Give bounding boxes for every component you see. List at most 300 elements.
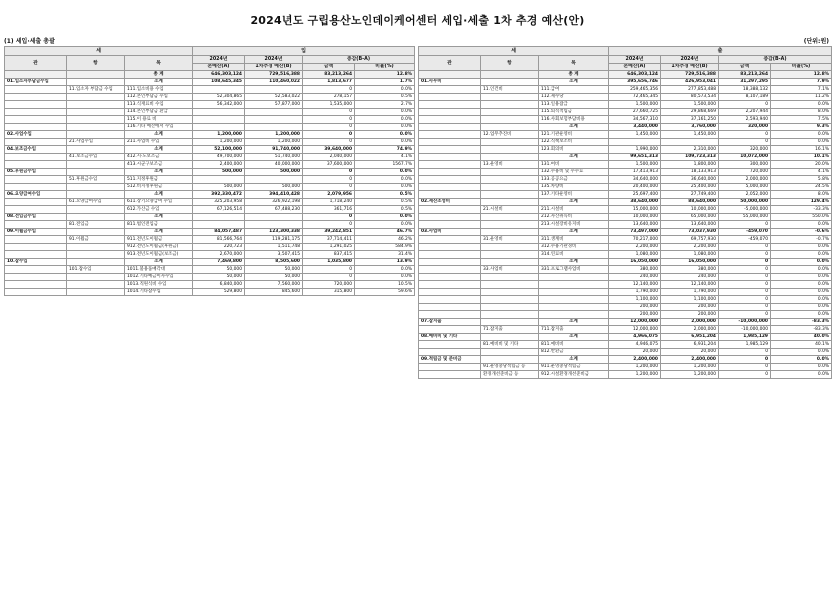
cell-amount: 5,000,000 bbox=[719, 183, 771, 191]
cell-supp: 2,000,000 bbox=[661, 318, 719, 326]
cell-mok: 113.식재료비 수입 bbox=[125, 101, 193, 109]
cell-amount: 1,985,129 bbox=[719, 341, 771, 349]
table-row bbox=[419, 176, 832, 184]
cell-gwan bbox=[5, 281, 67, 289]
cell-ratio: 0.0% bbox=[771, 371, 832, 379]
cell-hang bbox=[481, 146, 539, 154]
cell-hang: 71.잡지출 bbox=[481, 326, 539, 334]
table-row bbox=[419, 131, 832, 139]
cell-supp: 73,037,930 bbox=[661, 228, 719, 236]
table-row bbox=[5, 273, 415, 281]
cell-hang bbox=[481, 213, 539, 221]
cell-supp bbox=[245, 123, 303, 131]
revenue-section-header-2: 입 bbox=[193, 47, 415, 56]
subtotal-row bbox=[419, 153, 832, 161]
cell-mok: 133.공공요금 bbox=[539, 176, 609, 184]
cell-ratio: 5.8% bbox=[771, 176, 832, 184]
table-row bbox=[419, 221, 832, 229]
cell-amount: 2,079,956 bbox=[303, 191, 355, 199]
total-row bbox=[419, 71, 832, 79]
cell-base bbox=[193, 108, 245, 116]
table-row bbox=[419, 191, 832, 199]
cell-mok: 811.예비비 bbox=[539, 341, 609, 349]
table-row bbox=[419, 273, 832, 281]
cell-ratio: 0.0% bbox=[771, 243, 832, 251]
col-hang: 항 bbox=[481, 56, 539, 71]
cell-mok: 911.전년도이월금 bbox=[125, 236, 193, 244]
cell-ratio: 0.0% bbox=[771, 258, 832, 266]
cell-hang: 91.운영충당적립금 등 bbox=[481, 363, 539, 371]
cell-hang bbox=[67, 281, 125, 289]
cell-supp: 12,140,000 bbox=[661, 281, 719, 289]
revenue-table bbox=[4, 46, 415, 296]
cell-amount: 0 bbox=[719, 303, 771, 311]
cell-hang bbox=[481, 93, 539, 101]
cell-base bbox=[193, 123, 245, 131]
cell-supp: 110,460,022 bbox=[245, 78, 303, 86]
cell-gwan bbox=[419, 191, 481, 199]
cell-supp: 729,516,388 bbox=[245, 71, 303, 79]
cell-mok: 소계 bbox=[539, 198, 609, 206]
cell-gwan: 01.입소자부담금수입 bbox=[5, 78, 67, 86]
cell-base: 99,651,313 bbox=[609, 153, 661, 161]
cell-gwan bbox=[419, 363, 481, 371]
cell-amount: 1,985,129 bbox=[719, 333, 771, 341]
cell-gwan: 04.보조금수입 bbox=[5, 146, 67, 154]
cell-gwan bbox=[419, 101, 481, 109]
cell-amount: 8,107,189 bbox=[719, 93, 771, 101]
cell-amount: 2,052,000 bbox=[719, 191, 771, 199]
cell-ratio: 0.0% bbox=[355, 213, 415, 221]
cell-base: 16,050,000 bbox=[609, 258, 661, 266]
cell-gwan bbox=[419, 206, 481, 214]
table-row bbox=[419, 206, 832, 214]
cell-ratio: 0.0% bbox=[771, 311, 832, 319]
cell-supp: 380,000 bbox=[661, 266, 719, 274]
cell-hang bbox=[481, 296, 539, 304]
cell-supp: 729,516,388 bbox=[661, 71, 719, 79]
cell-gwan bbox=[419, 258, 481, 266]
cell-mok: 135.차량비 bbox=[539, 183, 609, 191]
cell-gwan bbox=[5, 176, 67, 184]
cell-ratio: 24.5% bbox=[771, 183, 832, 191]
table-row bbox=[419, 116, 832, 124]
cell-gwan bbox=[5, 123, 67, 131]
cell-hang bbox=[481, 138, 539, 146]
cell-gwan bbox=[5, 198, 67, 206]
cell-mok bbox=[539, 273, 609, 281]
cell-hang bbox=[481, 168, 539, 176]
cell-gwan bbox=[419, 348, 481, 356]
cell-mok: 1011.불용품매각대 bbox=[125, 266, 193, 274]
cell-mok: 137.기타운영비 bbox=[539, 191, 609, 199]
cell-ratio: 0.0% bbox=[771, 266, 832, 274]
table-row bbox=[419, 326, 832, 334]
cell-base: 12,000,000 bbox=[609, 318, 661, 326]
cell-mok: 1013.직원식비 수입 bbox=[125, 281, 193, 289]
subtotal-row bbox=[419, 123, 832, 131]
cell-gwan: 05.후원금수입 bbox=[5, 168, 67, 176]
cell-ratio: 0.0% bbox=[771, 288, 832, 296]
cell-mok: 311.생계비 bbox=[539, 236, 609, 244]
cell-hang bbox=[481, 198, 539, 206]
cell-ratio: 13.9% bbox=[355, 258, 415, 266]
cell-amount: 1,718,240 bbox=[303, 198, 355, 206]
cell-supp bbox=[245, 86, 303, 94]
table-row bbox=[5, 221, 415, 229]
cell-gwan bbox=[5, 243, 67, 251]
cell-gwan bbox=[419, 183, 481, 191]
cell-mok: 912.전년도이월금(후원금) bbox=[125, 243, 193, 251]
cell-supp: 20,000 bbox=[661, 348, 719, 356]
cell-supp bbox=[245, 221, 303, 229]
cell-gwan bbox=[419, 266, 481, 274]
cell-mok: 512.비지정후원금 bbox=[125, 183, 193, 191]
cell-hang bbox=[481, 78, 539, 86]
cell-gwan bbox=[419, 311, 481, 319]
cell-mok: 212.자산취득비 bbox=[539, 213, 609, 221]
table-row bbox=[419, 341, 832, 349]
cell-supp: 200,000 bbox=[661, 303, 719, 311]
cell-supp: 500,000 bbox=[245, 168, 303, 176]
cell-hang bbox=[481, 288, 539, 296]
cell-amount: 0 bbox=[719, 356, 771, 364]
cell-gwan bbox=[5, 161, 67, 169]
cell-gwan bbox=[5, 266, 67, 274]
cell-amount: 300,000 bbox=[719, 161, 771, 169]
cell-ratio: 7.5% bbox=[771, 116, 832, 124]
cell-mok: 소계 bbox=[539, 333, 609, 341]
cell-base: 1,200,000 bbox=[609, 371, 661, 379]
cell-supp: 36,640,000 bbox=[661, 176, 719, 184]
cell-hang bbox=[67, 251, 125, 259]
table-row bbox=[419, 296, 832, 304]
cell-ratio: 0.0% bbox=[355, 266, 415, 274]
cell-hang bbox=[481, 243, 539, 251]
cell-supp: 845,600 bbox=[245, 288, 303, 296]
cell-hang bbox=[481, 258, 539, 266]
cell-amount: 0 bbox=[303, 183, 355, 191]
cell-base: 17,413,913 bbox=[609, 168, 661, 176]
cell-gwan bbox=[5, 93, 67, 101]
cell-gwan bbox=[5, 183, 67, 191]
cell-gwan bbox=[5, 206, 67, 214]
cell-mok: 소계 bbox=[125, 131, 193, 139]
cell-amount: 0 bbox=[719, 101, 771, 109]
cell-base bbox=[193, 116, 245, 124]
cell-mok: 소계 bbox=[125, 213, 193, 221]
cell-hang bbox=[67, 101, 125, 109]
cell-base: 25,697,400 bbox=[609, 191, 661, 199]
cell-base bbox=[193, 221, 245, 229]
cell-amount: 0 bbox=[303, 273, 355, 281]
cell-hang: 13.운영비 bbox=[481, 161, 539, 169]
table-row bbox=[419, 146, 832, 154]
cell-hang bbox=[67, 228, 125, 236]
subtotal-row bbox=[419, 356, 832, 364]
cell-ratio: 74.9% bbox=[355, 146, 415, 154]
cell-amount: 83,213,264 bbox=[303, 71, 355, 79]
table-row bbox=[5, 123, 415, 131]
cell-mok bbox=[539, 311, 609, 319]
cell-base: 81,566,764 bbox=[193, 236, 245, 244]
cell-supp: 500,000 bbox=[245, 183, 303, 191]
cell-supp: 52,583,022 bbox=[245, 93, 303, 101]
cell-base: 1,200,000 bbox=[193, 131, 245, 139]
table-row bbox=[419, 213, 832, 221]
cell-supp: 2,200,000 bbox=[661, 243, 719, 251]
cell-supp bbox=[661, 138, 719, 146]
cell-ratio: 0.0% bbox=[355, 183, 415, 191]
cell-hang bbox=[67, 168, 125, 176]
cell-mok: 소계 bbox=[539, 318, 609, 326]
cell-gwan bbox=[419, 273, 481, 281]
cell-ratio: 1567.7% bbox=[355, 161, 415, 169]
cell-ratio: 0.0% bbox=[771, 296, 832, 304]
cell-gwan bbox=[5, 101, 67, 109]
cell-supp bbox=[245, 116, 303, 124]
cell-hang bbox=[67, 131, 125, 139]
table-row bbox=[5, 288, 415, 296]
cell-mok: 912.시설환경개선준비금 bbox=[539, 371, 609, 379]
cell-gwan bbox=[419, 168, 481, 176]
cell-base: 2,400,000 bbox=[193, 161, 245, 169]
cell-amount: 55,000,000 bbox=[719, 213, 771, 221]
cell-gwan bbox=[5, 138, 67, 146]
cell-gwan bbox=[419, 303, 481, 311]
cell-hang: 51.후원금수입 bbox=[67, 176, 125, 184]
cell-gwan bbox=[5, 251, 67, 259]
cell-hang bbox=[67, 206, 125, 214]
cell-base: 2,400,000 bbox=[609, 356, 661, 364]
cell-amount: 2,207,944 bbox=[719, 108, 771, 116]
cell-amount: 0 bbox=[719, 371, 771, 379]
cell-mok: 115.이 용료 비 bbox=[125, 116, 193, 124]
cell-hang: 91.이월금 bbox=[67, 236, 125, 244]
cell-hang bbox=[481, 281, 539, 289]
cell-ratio: 584.9% bbox=[355, 243, 415, 251]
cell-gwan: 07.잡지출 bbox=[419, 318, 481, 326]
cell-mok: 111.급여 bbox=[539, 86, 609, 94]
cell-ratio: 10.1% bbox=[771, 153, 832, 161]
cell-mok: 211.사업비 수입 bbox=[125, 138, 193, 146]
table-row bbox=[419, 161, 832, 169]
cell-supp: 16,050,000 bbox=[661, 258, 719, 266]
cell-mok: 소계 bbox=[539, 356, 609, 364]
cell-base: 73,497,000 bbox=[609, 228, 661, 236]
cell-ratio: 0.0% bbox=[355, 131, 415, 139]
cell-amount: 0 bbox=[719, 281, 771, 289]
cell-ratio: -83.3% bbox=[771, 318, 832, 326]
cell-ratio: 0.0% bbox=[771, 273, 832, 281]
cell-gwan bbox=[419, 176, 481, 184]
table-row bbox=[419, 108, 832, 116]
cell-supp: 69,757,930 bbox=[661, 236, 719, 244]
cell-hang bbox=[67, 116, 125, 124]
cell-gwan bbox=[419, 236, 481, 244]
cell-supp: 88,640,000 bbox=[661, 198, 719, 206]
subtotal-row bbox=[5, 213, 415, 221]
cell-mok: 116.사회보험부담비용 bbox=[539, 116, 609, 124]
cell-mok: 소계 bbox=[539, 78, 609, 86]
cell-ratio: 0.0% bbox=[355, 116, 415, 124]
cell-hang: 11.입소자 부담금 수입 bbox=[67, 86, 125, 94]
cell-mok: 114.본인부담금 환급 bbox=[125, 108, 193, 116]
cell-gwan bbox=[5, 221, 67, 229]
subtotal-row bbox=[419, 318, 832, 326]
cell-supp: 1,800,000 bbox=[661, 161, 719, 169]
cell-base: 529,800 bbox=[193, 288, 245, 296]
cell-supp: 1,790,000 bbox=[661, 288, 719, 296]
cell-amount: 0 bbox=[719, 138, 771, 146]
cell-amount: 0 bbox=[303, 266, 355, 274]
cell-supp: 67,488,230 bbox=[245, 206, 303, 214]
cell-amount: -459,070 bbox=[719, 236, 771, 244]
cell-mok: 612.가산금 수입 bbox=[125, 206, 193, 214]
table-row bbox=[419, 101, 832, 109]
cell-gwan bbox=[419, 296, 481, 304]
cell-gwan bbox=[419, 138, 481, 146]
cell-gwan bbox=[5, 116, 67, 124]
cell-amount: -10,000,000 bbox=[719, 326, 771, 334]
cell-base: 50,000 bbox=[193, 266, 245, 274]
table-row bbox=[419, 243, 832, 251]
cell-base: 7,469,800 bbox=[193, 258, 245, 266]
subtotal-row bbox=[419, 333, 832, 341]
subtotal-row bbox=[5, 191, 415, 199]
subtotal-row bbox=[5, 168, 415, 176]
cell-hang bbox=[67, 288, 125, 296]
cell-gwan: 08.전입금수입 bbox=[5, 213, 67, 221]
cell-ratio: -33.3% bbox=[771, 206, 832, 214]
cell-base: 34,640,000 bbox=[609, 176, 661, 184]
cell-ratio: 0.0% bbox=[771, 363, 832, 371]
cell-base: 1,500,000 bbox=[609, 101, 661, 109]
cell-ratio: 4.1% bbox=[771, 168, 832, 176]
col-diff: 증감(B-A) bbox=[303, 56, 415, 64]
cell-hang: 81.전입금 bbox=[67, 221, 125, 229]
cell-ratio: 550.0% bbox=[771, 213, 832, 221]
cell-hang: 21.사업수입 bbox=[67, 138, 125, 146]
cell-base: 6,840,000 bbox=[193, 281, 245, 289]
cell-supp: 1,200,000 bbox=[245, 138, 303, 146]
expenditure-section-header: 세 bbox=[419, 47, 609, 56]
cell-supp: 13,640,000 bbox=[661, 221, 719, 229]
cell-ratio: 40.1% bbox=[771, 341, 832, 349]
cell-supp: 1,100,000 bbox=[661, 296, 719, 304]
cell-supp: 240,000 bbox=[661, 273, 719, 281]
cell-mok bbox=[539, 288, 609, 296]
cell-mok: 1012.기타예금이자수입 bbox=[125, 273, 193, 281]
subtotal-row bbox=[5, 78, 415, 86]
cell-supp: 2,310,000 bbox=[661, 146, 719, 154]
col-ratio: 비율(%) bbox=[771, 63, 832, 71]
table-row bbox=[5, 236, 415, 244]
cell-hang bbox=[67, 78, 125, 86]
table-row bbox=[5, 93, 415, 101]
cell-base: 3,440,000 bbox=[609, 123, 661, 131]
cell-hang bbox=[481, 183, 539, 191]
cell-supp: 65,000,000 bbox=[661, 213, 719, 221]
unit-label: (단위:원) bbox=[803, 38, 829, 45]
page-title: 2024년도 구립용산노인데이케어센터 세입·세출 1차 추경 예산(안) bbox=[250, 14, 585, 27]
cell-hang bbox=[67, 146, 125, 154]
cell-mok: 112.제수당 bbox=[539, 93, 609, 101]
cell-mok: 111.입소비용 수입 bbox=[125, 86, 193, 94]
cell-mok: 소계 bbox=[125, 258, 193, 266]
table-row bbox=[419, 303, 832, 311]
cell-mok: 소계 bbox=[539, 153, 609, 161]
cell-ratio: 0.0% bbox=[355, 273, 415, 281]
cell-amount: 720,000 bbox=[719, 168, 771, 176]
cell-supp: 10,000,000 bbox=[661, 206, 719, 214]
col-2024b: 2024년 bbox=[245, 56, 303, 64]
cell-ratio: 40.0% bbox=[771, 333, 832, 341]
cell-mok: 소계 bbox=[539, 258, 609, 266]
cell-ratio: 0.0% bbox=[771, 251, 832, 259]
cell-gwan bbox=[419, 213, 481, 221]
cell-gwan: 06.요양급여수입 bbox=[5, 191, 67, 199]
cell-mok: 1014.기타잡수입 bbox=[125, 288, 193, 296]
cell-mok: 소계 bbox=[125, 228, 193, 236]
cell-base: 84,057,487 bbox=[193, 228, 245, 236]
cell-base: 1,200,000 bbox=[609, 363, 661, 371]
cell-supp: 326,922,198 bbox=[245, 198, 303, 206]
cell-amount: 0 bbox=[303, 138, 355, 146]
cell-supp: 277,853,488 bbox=[661, 86, 719, 94]
cell-ratio: 0.0% bbox=[771, 356, 832, 364]
col-base: 본예산(A) bbox=[193, 63, 245, 71]
cell-amount: 320,000 bbox=[719, 123, 771, 131]
cell-mok: 611.장기요양급여 수입 bbox=[125, 198, 193, 206]
cell-mok: 131.여비 bbox=[539, 161, 609, 169]
cell-ratio: 59.6% bbox=[355, 288, 415, 296]
cell-base: 395,656,746 bbox=[609, 78, 661, 86]
cell-base: 20,000 bbox=[609, 348, 661, 356]
cell-base: 49,700,000 bbox=[193, 153, 245, 161]
table-row bbox=[419, 251, 832, 259]
table-row bbox=[5, 86, 415, 94]
cell-ratio: 0.0% bbox=[771, 138, 832, 146]
cell-mok: 331.프로그램사업비 bbox=[539, 266, 609, 274]
cell-ratio: 8.0% bbox=[771, 191, 832, 199]
cell-gwan bbox=[419, 123, 481, 131]
cell-amount: 1,535,000 bbox=[303, 101, 355, 109]
cell-base: 56,342,000 bbox=[193, 101, 245, 109]
cell-amount: 0 bbox=[719, 348, 771, 356]
cell-amount: 2,040,000 bbox=[303, 153, 355, 161]
cell-hang bbox=[67, 273, 125, 281]
cell-base: 220,723 bbox=[193, 243, 245, 251]
cell-ratio: 46.7% bbox=[355, 228, 415, 236]
cell-amount: 0 bbox=[719, 258, 771, 266]
cell-gwan bbox=[5, 236, 67, 244]
cell-gwan bbox=[419, 243, 481, 251]
cell-mok: 116.기타 예산에서 수입 bbox=[125, 123, 193, 131]
cell-amount: 83,213,264 bbox=[719, 71, 771, 79]
cell-base: 380,000 bbox=[609, 266, 661, 274]
cell-base: 500,000 bbox=[193, 183, 245, 191]
cell-gwan bbox=[5, 273, 67, 281]
cell-amount: 2,000,000 bbox=[719, 176, 771, 184]
col-mok: 목 bbox=[125, 56, 193, 71]
cell-ratio: 7.9% bbox=[771, 78, 832, 86]
cell-base: 4,946,075 bbox=[609, 341, 661, 349]
col-amount: 금액 bbox=[719, 63, 771, 71]
subtotal-row bbox=[419, 228, 832, 236]
cell-hang bbox=[481, 318, 539, 326]
cell-mok: 312.수용기관경비 bbox=[539, 243, 609, 251]
